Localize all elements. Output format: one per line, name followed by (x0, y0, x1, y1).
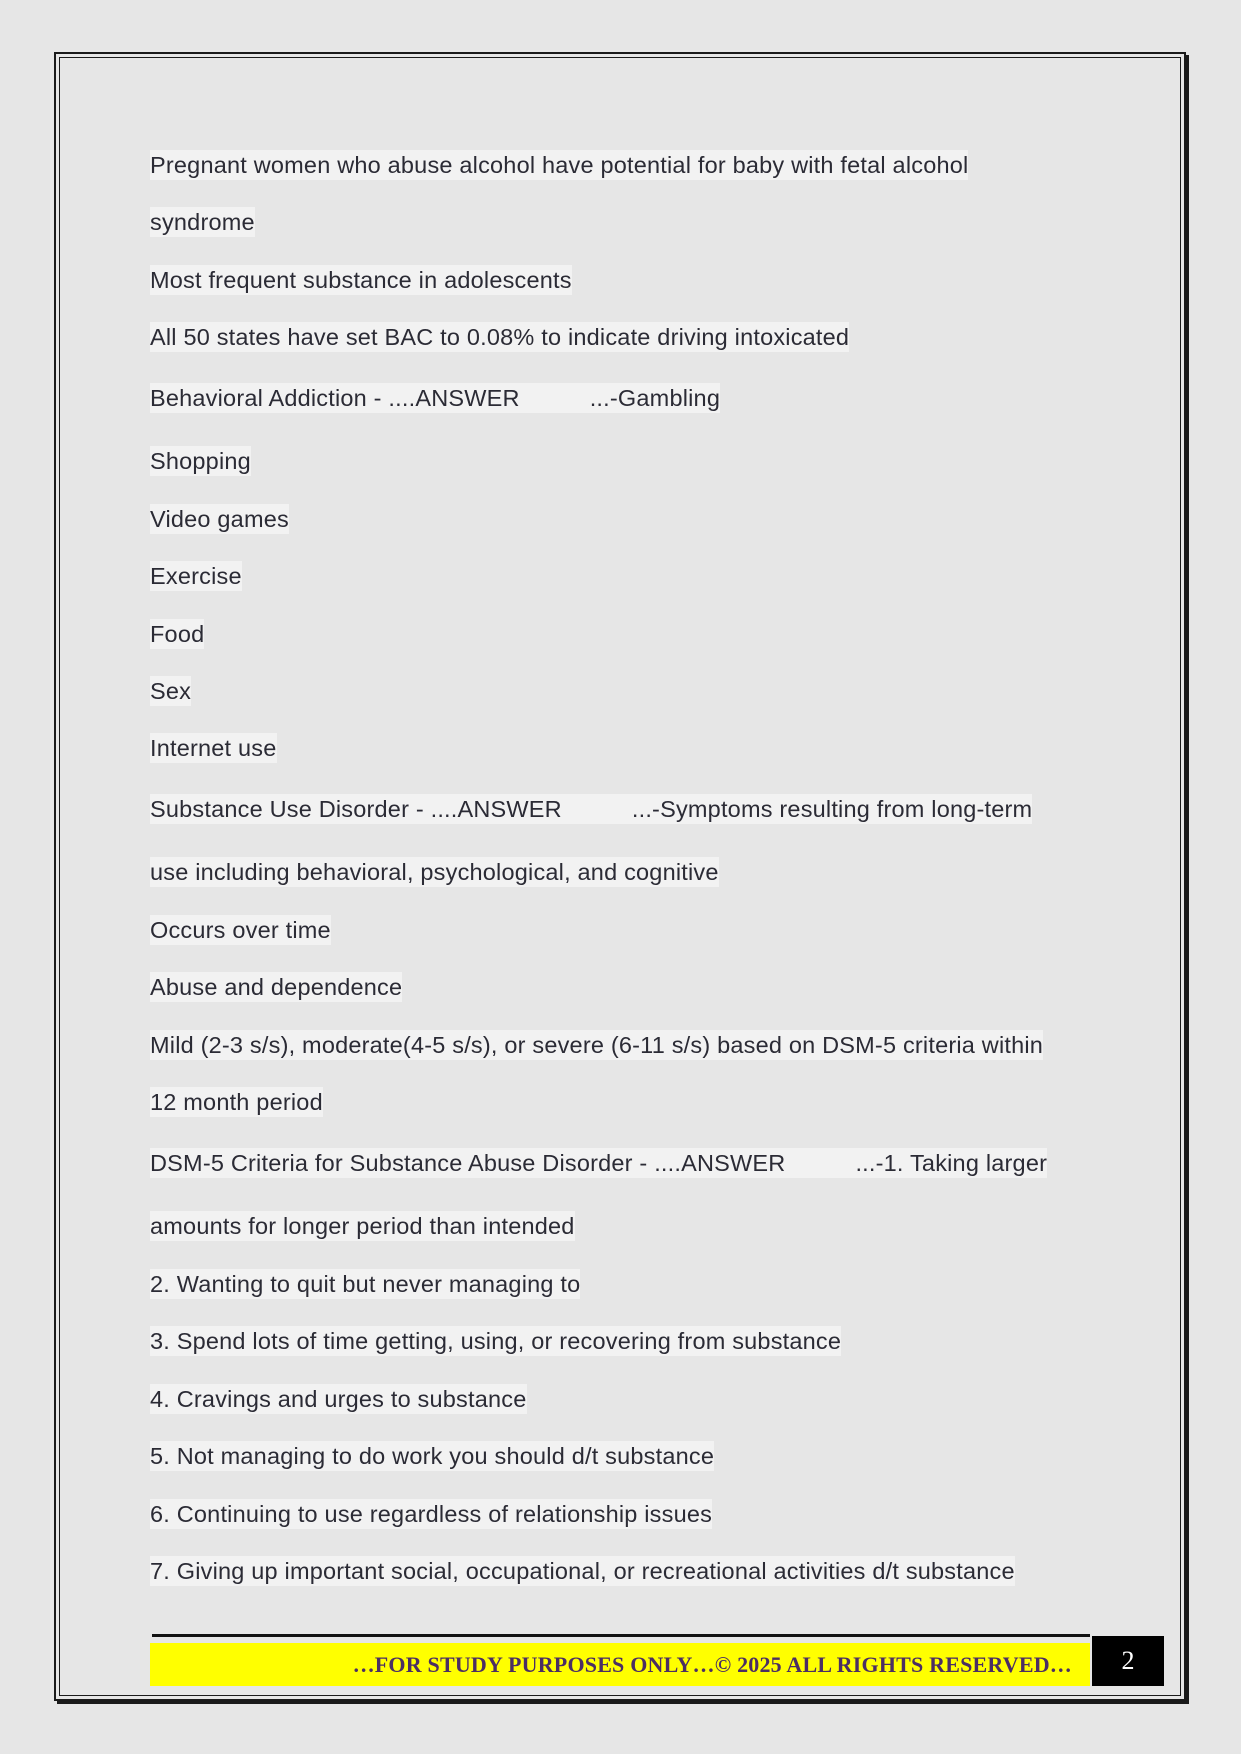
text-line-content: Mild (2-3 s/s), moderate(4-5 s/s), or severe (6-11 s/s) based on DSM-5 criteria within (150, 1032, 1044, 1058)
text-line-content: 6. Continuing to use regardless of relationship issues (150, 1501, 713, 1527)
text-line (150, 206, 255, 238)
qa-line-substance-use-disorder (150, 793, 1032, 825)
text-line (150, 1210, 575, 1242)
question-text: Behavioral Addiction - ....ANSWER (150, 385, 520, 411)
text-line-content: 3. Spend lots of time getting, using, or recovering from substance (150, 1328, 842, 1354)
text-line (150, 1086, 323, 1118)
text-line-content: Most frequent substance in adolescents (150, 267, 572, 293)
answer-text: ...-Symptoms resulting from long-term (631, 796, 1033, 822)
question-text: DSM-5 Criteria for Substance Abuse Disorder - ....ANSWER (150, 1150, 786, 1176)
list-item (150, 732, 277, 764)
text-line (150, 149, 968, 181)
text-line-content: Shopping (150, 448, 251, 474)
list-item (150, 675, 191, 707)
list-item (150, 445, 251, 477)
answer-text: ...-Gambling (589, 385, 721, 411)
text-line-content: 4. Cravings and urges to substance (150, 1386, 527, 1412)
text-line-content: 12 month period (150, 1089, 323, 1115)
text-line-content: All 50 states have set BAC to 0.08% to indicate driving intoxicated (150, 324, 850, 350)
page-number: 2 (1092, 1636, 1164, 1686)
text-line-content: Pregnant women who abuse alcohol have potential for baby with fetal alcohol (150, 152, 969, 178)
text-line-content: Food (150, 621, 205, 647)
text-line-content: Video games (150, 506, 289, 532)
list-item (150, 1440, 714, 1472)
list-item (150, 1325, 841, 1357)
text-line-content: 7. Giving up important social, occupational, or recreational activities d/t substance (150, 1558, 1015, 1584)
list-item (150, 1383, 527, 1415)
list-item (150, 1555, 1015, 1587)
text-line-content: 5. Not managing to do work you should d/t substance (150, 1443, 715, 1469)
footer-divider (152, 1634, 1090, 1637)
list-item (150, 503, 289, 535)
text-line (150, 264, 572, 296)
text-line (150, 971, 402, 1003)
answer-text: ...-1. Taking larger (855, 1150, 1048, 1176)
list-item (150, 560, 242, 592)
text-line-content: use including behavioral, psychological, and cognitive (150, 859, 719, 885)
text-line (150, 1029, 1043, 1061)
qa-line-dsm5-criteria (150, 1147, 1047, 1179)
text-line-content: Abuse and dependence (150, 974, 403, 1000)
list-item (150, 618, 204, 650)
text-line-content: 2. Wanting to quit but never managing to (150, 1271, 581, 1297)
text-line-content: Sex (150, 678, 192, 704)
footer-copyright-text: …FOR STUDY PURPOSES ONLY…© 2025 ALL RIGHTS RESERVED… (352, 1651, 1072, 1677)
list-item (150, 1498, 712, 1530)
list-item (150, 1268, 580, 1300)
qa-line-behavioral-addiction (150, 382, 720, 414)
text-line-content: Occurs over time (150, 917, 331, 943)
text-line-content: amounts for longer period than intended (150, 1213, 575, 1239)
text-line (150, 856, 719, 888)
text-line-content: Internet use (150, 735, 277, 761)
text-line-content: syndrome (150, 209, 255, 235)
text-line (150, 321, 849, 353)
text-line (150, 914, 331, 946)
footer-banner (150, 1643, 1090, 1686)
question-text: Substance Use Disorder - ....ANSWER (150, 796, 562, 822)
text-line-content: Exercise (150, 563, 242, 589)
